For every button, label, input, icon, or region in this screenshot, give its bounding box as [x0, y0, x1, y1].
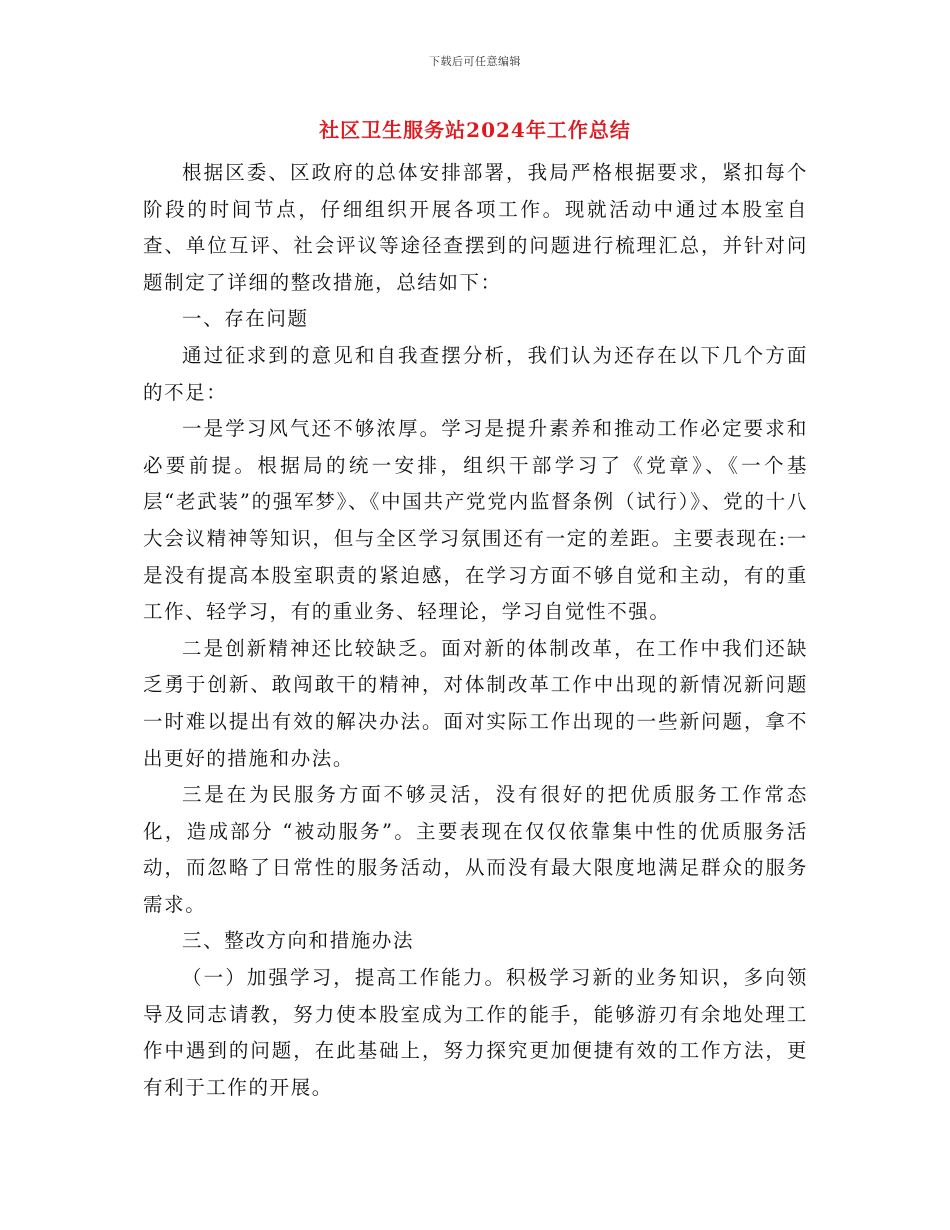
paragraph-problems-summary: 通过征求到的意见和自我查摆分析，我们认为还存在以下几个方面的不足： — [143, 343, 808, 404]
paragraph-problem-1: 一是学习风气还不够浓厚。学习是提升素养和推动工作必定要求和必要前提。根据局的统一安排，组织干部学习了《党章》、《一个基层“老武装”的强军梦》、《中国共产党党内监督条例（试行）》、党的十八大会议精神等知识，但与全区学习氛围还有一定的差距。主要表现在:一是没有提高本股室职责的紧迫感，在学习方面不够自觉和主动，有的重工作、轻学习，有的重业务、轻理论，学习自觉性不强。 — [143, 417, 808, 624]
section-heading-problems: 一、存在问题 — [182, 307, 309, 331]
header-note: 下载后可任意编辑 — [429, 55, 521, 68]
paragraph-problem-3: 三是在为民服务方面不够灵活，没有很好的把优质服务工作常态化，造成部分 “被动服务”。主要表现在仅仅依靠集中性的优质服务活动，而忽略了日常性的服务活动，从而没有最大限度地满足群众的服务需求。 — [143, 783, 808, 916]
paragraph-measure-1: （一）加强学习，提高工作能力。积极学习新的业务知识，多向领导及同志请教，努力使本股室成为工作的能手，能够游刃有余地处理工作中遇到的问题，在此基础上，努力探究更加便捷有效的工作方法，更有利于工作的开展。 — [143, 966, 808, 1099]
paragraph-problem-2: 二是创新精神还比较缺乏。面对新的体制改革，在工作中我们还缺乏勇于创新、敢闯敢干的精神，对体制改革工作中出现的新情况新问题一时难以提出有效的解决办法。面对实际工作出现的一些新问题，拿不出更好的措施和办法。 — [143, 636, 808, 770]
document-body — [143, 155, 808, 1106]
section-heading-measures: 三、整改方向和措施办法 — [182, 929, 415, 953]
paragraph-intro: 根据区委、区政府的总体安排部署，我局严格根据要求，紧扣每个阶段的时间节点，仔细组织开展各项工作。现就活动中通过本股室自查、单位互评、社会评议等途径查摆到的问题进行梳理汇总，并针对问题制定了详细的整改措施，总结如下： — [143, 161, 808, 294]
document-title: 社区卫生服务站2024年工作总结 — [319, 118, 631, 142]
